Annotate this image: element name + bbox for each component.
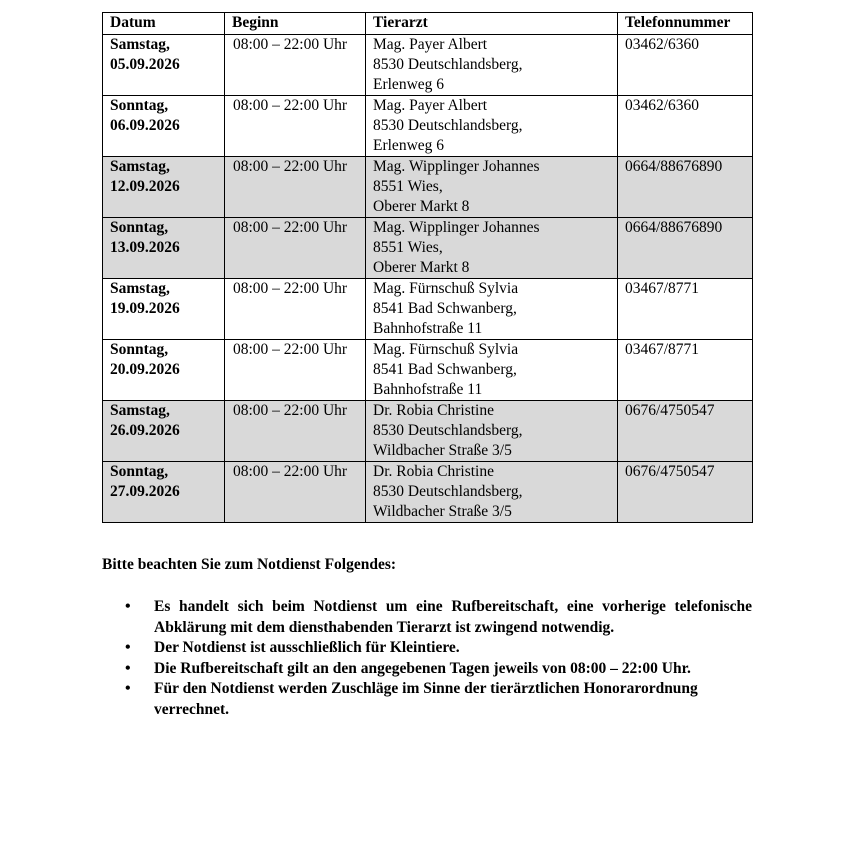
cell-vet bbox=[366, 157, 618, 218]
vet-city: 8530 Deutschlandsberg, bbox=[373, 422, 523, 439]
cell-date bbox=[103, 401, 225, 462]
table-row bbox=[103, 35, 753, 96]
cell-phone: 0664/88676890 bbox=[618, 157, 753, 218]
vet-street: Oberer Markt 8 bbox=[373, 259, 470, 276]
vet-city: 8530 Deutschlandsberg, bbox=[373, 56, 523, 73]
vet-name: Mag. Wipplinger Johannes bbox=[373, 158, 540, 175]
day-label: Sonntag, bbox=[110, 219, 169, 236]
table-header-row bbox=[103, 13, 753, 35]
cell-phone: 03462/6360 bbox=[618, 96, 753, 157]
header-vet: Tierarzt bbox=[366, 13, 618, 35]
cell-vet bbox=[366, 401, 618, 462]
vet-city: 8551 Wies, bbox=[373, 178, 443, 195]
vet-street: Erlenweg 6 bbox=[373, 137, 445, 154]
table-row bbox=[103, 96, 753, 157]
note-text: Der Notdienst ist ausschließlich für Kleintiere. bbox=[154, 639, 460, 656]
cell-vet bbox=[366, 96, 618, 157]
vet-street: Oberer Markt 8 bbox=[373, 198, 470, 215]
note-text: Die Rufbereitschaft gilt an den angegebenen Tagen jeweils von 08:00 – 22:00 Uhr. bbox=[154, 659, 691, 677]
cell-phone: 03467/8771 bbox=[618, 340, 753, 401]
vet-name: Mag. Payer Albert bbox=[373, 36, 488, 53]
date-value: 26.09.2026 bbox=[110, 422, 180, 439]
date-value: 06.09.2026 bbox=[110, 117, 180, 134]
bullet-icon: • bbox=[125, 659, 131, 677]
cell-phone: 0676/4750547 bbox=[618, 462, 753, 523]
day-label: Samstag, bbox=[110, 280, 170, 297]
cell-phone: 0664/88676890 bbox=[618, 218, 753, 279]
note-text: Für den Notdienst werden Zuschläge im Sinne der tierärztlichen Honorarordnung verrechnet. bbox=[154, 680, 698, 718]
vet-city: 8530 Deutschlandsberg, bbox=[373, 483, 523, 500]
cell-time: 08:00 – 22:00 Uhr bbox=[225, 340, 366, 401]
cell-date bbox=[103, 157, 225, 218]
cell-phone: 03467/8771 bbox=[618, 279, 753, 340]
day-label: Samstag, bbox=[110, 402, 170, 419]
vet-city: 8551 Wies, bbox=[373, 239, 443, 256]
note-item bbox=[102, 597, 752, 638]
vet-name: Dr. Robia Christine bbox=[373, 402, 494, 419]
vet-name: Mag. Payer Albert bbox=[373, 97, 488, 114]
date-value: 13.09.2026 bbox=[110, 239, 180, 256]
header-phone: Telefonnummer bbox=[618, 13, 753, 35]
notes-list bbox=[102, 597, 752, 720]
cell-time: 08:00 – 22:00 Uhr bbox=[225, 279, 366, 340]
note-text: Es handelt sich beim Notdienst um eine Rufbereitschaft, eine vorherige telefonische Abklärung mit dem diensthabenden Tierarzt ist zwingend notwendig. bbox=[154, 598, 752, 636]
day-label: Samstag, bbox=[110, 158, 170, 175]
header-time: Beginn bbox=[225, 13, 366, 35]
day-label: Samstag, bbox=[110, 36, 170, 53]
vet-street: Bahnhofstraße 11 bbox=[373, 320, 483, 337]
date-value: 27.09.2026 bbox=[110, 483, 180, 500]
emergency-schedule-table bbox=[102, 12, 753, 523]
vet-name: Mag. Fürnschuß Sylvia bbox=[373, 341, 519, 358]
cell-time: 08:00 – 22:00 Uhr bbox=[225, 157, 366, 218]
date-value: 19.09.2026 bbox=[110, 300, 180, 317]
note-item bbox=[102, 659, 752, 680]
day-label: Sonntag, bbox=[110, 463, 169, 480]
date-value: 12.09.2026 bbox=[110, 178, 180, 195]
cell-date bbox=[103, 218, 225, 279]
day-label: Sonntag, bbox=[110, 341, 169, 358]
cell-time: 08:00 – 22:00 Uhr bbox=[225, 462, 366, 523]
table-row bbox=[103, 462, 753, 523]
vet-city: 8530 Deutschlandsberg, bbox=[373, 117, 523, 134]
table-row bbox=[103, 340, 753, 401]
day-label: Sonntag, bbox=[110, 97, 169, 114]
vet-name: Mag. Fürnschuß Sylvia bbox=[373, 280, 519, 297]
cell-date bbox=[103, 340, 225, 401]
cell-phone: 03462/6360 bbox=[618, 35, 753, 96]
bullet-icon: • bbox=[125, 680, 131, 697]
bullet-icon: • bbox=[125, 639, 131, 656]
vet-name: Mag. Wipplinger Johannes bbox=[373, 219, 540, 236]
cell-vet bbox=[366, 462, 618, 523]
cell-date bbox=[103, 96, 225, 157]
vet-street: Wildbacher Straße 3/5 bbox=[373, 442, 512, 459]
cell-vet bbox=[366, 279, 618, 340]
cell-date bbox=[103, 35, 225, 96]
table-row bbox=[103, 157, 753, 218]
cell-time: 08:00 – 22:00 Uhr bbox=[225, 218, 366, 279]
cell-time: 08:00 – 22:00 Uhr bbox=[225, 96, 366, 157]
bullet-icon: • bbox=[125, 598, 131, 615]
cell-vet bbox=[366, 218, 618, 279]
cell-time: 08:00 – 22:00 Uhr bbox=[225, 35, 366, 96]
vet-city: 8541 Bad Schwanberg, bbox=[373, 361, 517, 378]
cell-phone: 0676/4750547 bbox=[618, 401, 753, 462]
vet-street: Erlenweg 6 bbox=[373, 76, 445, 93]
cell-time: 08:00 – 22:00 Uhr bbox=[225, 401, 366, 462]
table-row bbox=[103, 218, 753, 279]
cell-vet bbox=[366, 35, 618, 96]
notes-heading: Bitte beachten Sie zum Notdienst Folgendes: bbox=[102, 556, 397, 573]
vet-street: Wildbacher Straße 3/5 bbox=[373, 503, 512, 520]
date-value: 20.09.2026 bbox=[110, 361, 180, 378]
table-row bbox=[103, 279, 753, 340]
note-item bbox=[102, 638, 752, 659]
table-body bbox=[103, 35, 753, 523]
vet-street: Bahnhofstraße 11 bbox=[373, 381, 483, 398]
vet-city: 8541 Bad Schwanberg, bbox=[373, 300, 517, 317]
date-value: 05.09.2026 bbox=[110, 56, 180, 73]
vet-name: Dr. Robia Christine bbox=[373, 463, 494, 480]
table-row bbox=[103, 401, 753, 462]
cell-date bbox=[103, 279, 225, 340]
header-date: Datum bbox=[103, 13, 225, 35]
cell-date bbox=[103, 462, 225, 523]
note-item bbox=[102, 679, 752, 720]
cell-vet bbox=[366, 340, 618, 401]
